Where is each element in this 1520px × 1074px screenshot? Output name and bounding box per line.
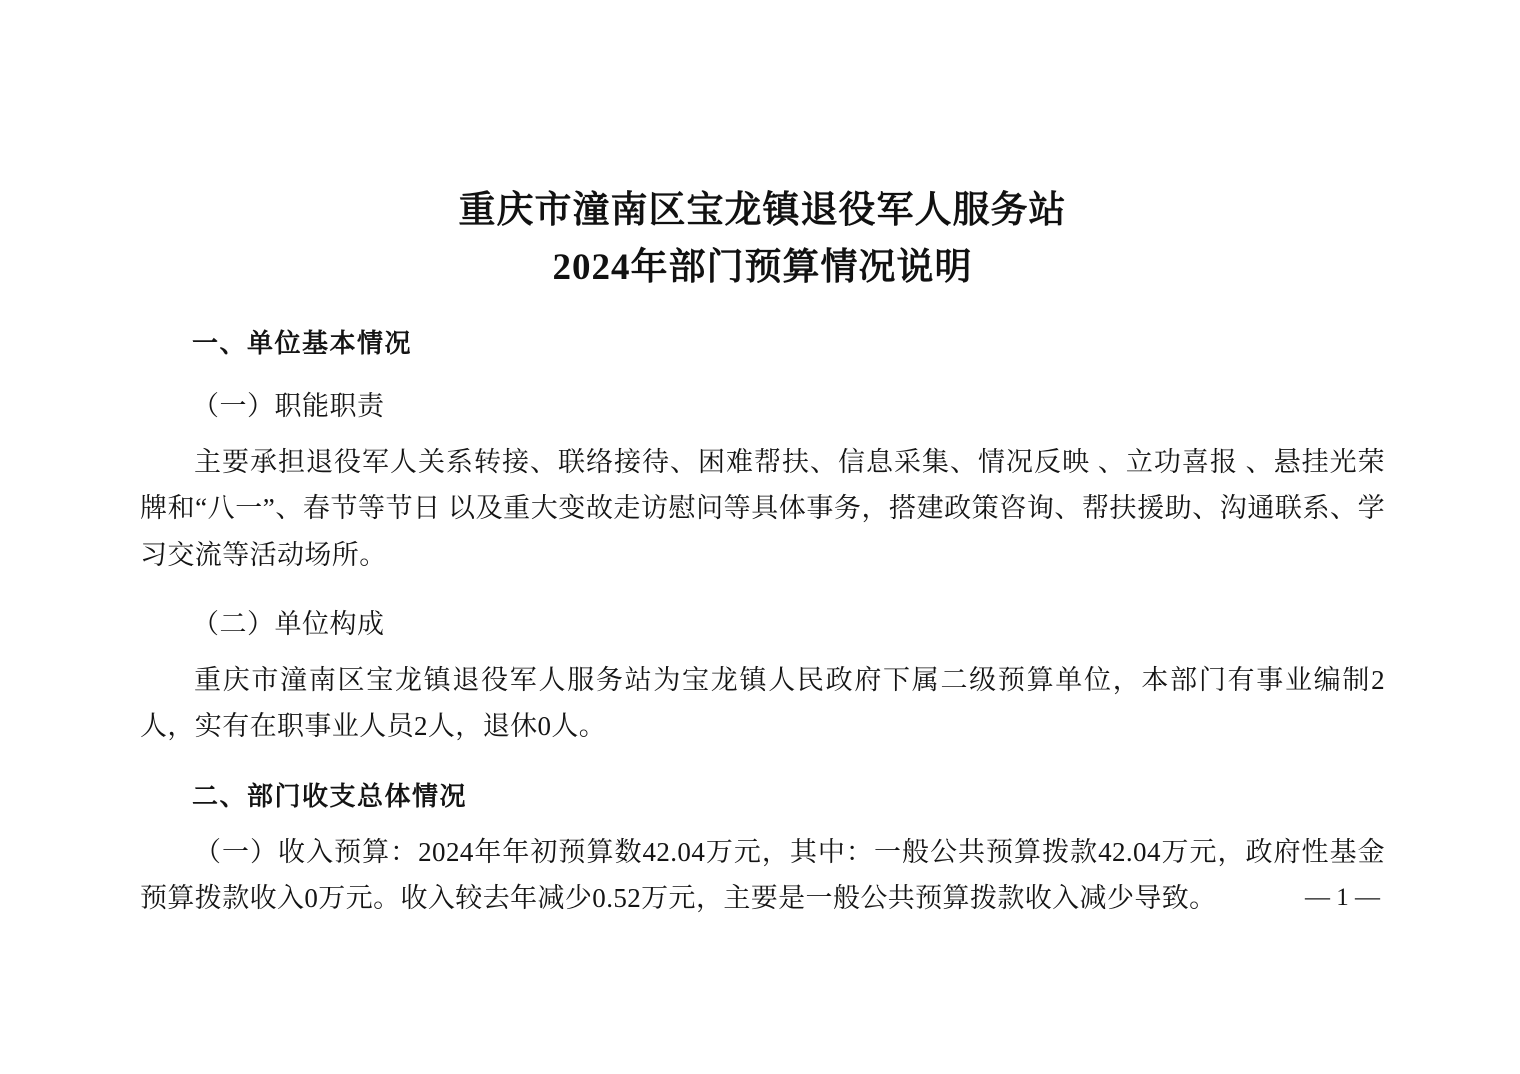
title-line-2: 2024年部门预算情况说明 xyxy=(552,247,973,289)
page-footer-number: — 1 — xyxy=(1305,884,1380,911)
section-heading-2: 二、部门收支总体情况 xyxy=(192,780,468,811)
title-line-1: 重庆市潼南区宝龙镇退役军人服务站 xyxy=(458,190,1067,231)
paragraph-revenue-budget: （一）收入预算：2024年年初预算数42.04万元，其中：一般公共预算拨款42.04万元，政府性基金预算拨款收入0万元。收入较去年减少0.52万元，主要是一般公共预算拨款收入减少导致。 xyxy=(140,836,1385,914)
subsection-heading-1-2: （二）单位构成 xyxy=(192,609,385,639)
document-body xyxy=(140,182,1385,922)
page-title xyxy=(140,182,1385,297)
paragraph-composition: 重庆市潼南区宝龙镇退役军人服务站为宝龙镇人民政府下属二级预算单位，本部门有事业编制2人，实有在职事业人员2人，退休0人。 xyxy=(140,665,1385,742)
subsection-heading-1-1: （一）职能职责 xyxy=(192,390,385,421)
paragraph-duties: 主要承担退役军人关系转接、联络接待、困难帮扶、信息采集、情况反映 、立功喜报 、悬挂光荣牌和“八一”、春节等节日 以及重大变故走访慰问等具体事务，搭建政策咨询、帮扶援助、沟通联系、学习交流等活动场所。 xyxy=(140,446,1385,570)
section-heading-1: 一、单位基本情况 xyxy=(192,327,413,358)
